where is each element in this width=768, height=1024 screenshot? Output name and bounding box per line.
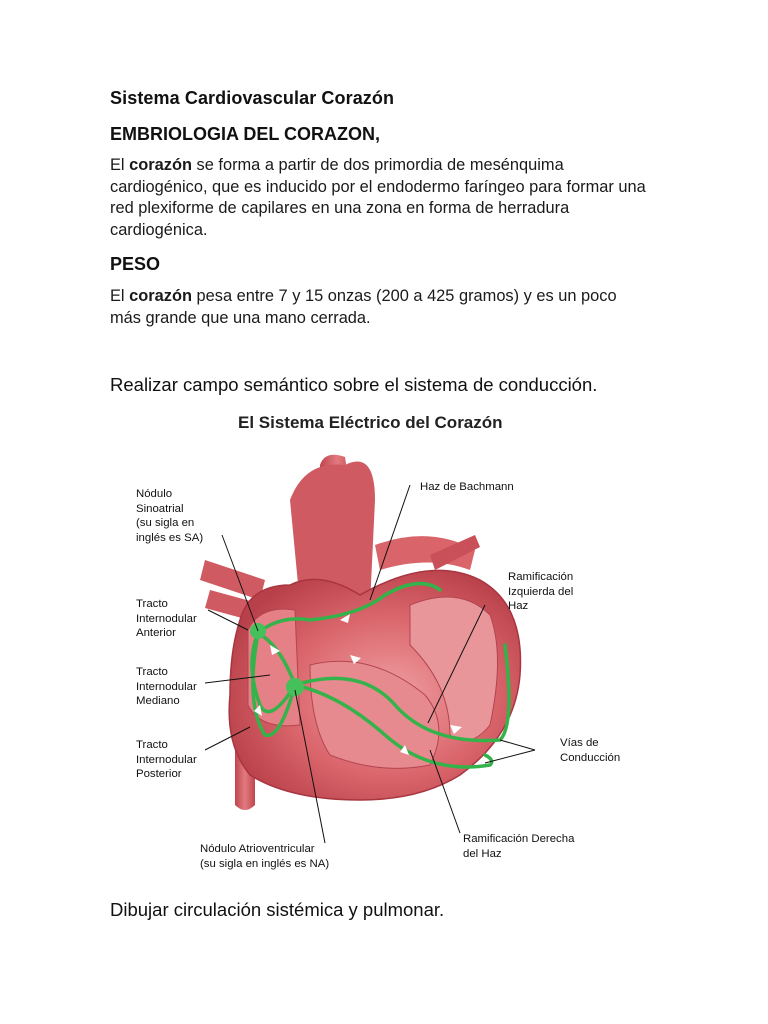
label-sa-node: Nódulo Sinoatrial (su sigla en inglés es SA) bbox=[136, 488, 204, 544]
paragraph-embriologia bbox=[110, 155, 650, 241]
label-tracto-mediano: Tracto Internodular Mediano bbox=[136, 666, 197, 707]
task-campo-semantico: Realizar campo semántico sobre el sistema de conducción. bbox=[110, 374, 598, 395]
heart-illustration bbox=[130, 405, 650, 875]
label-tracto-posterior: Tracto Internodular Posterior bbox=[136, 739, 197, 780]
document-title: Sistema Cardiovascular Corazón bbox=[110, 88, 395, 108]
paragraph-peso bbox=[110, 286, 650, 329]
label-tracto-anterior: Tracto Internodular Anterior bbox=[136, 598, 197, 639]
label-vias-conduccion: Vías de Conducción bbox=[560, 737, 621, 764]
para-text: El bbox=[110, 287, 130, 305]
para-bold-term: corazón bbox=[129, 287, 192, 305]
para-text: se forma a partir de dos primordia de mesénquima cardiogénico, que es inducido por el endodermo faríngeo para formar una red plexiforme de capilares en una zona en forma de herradura cardiogénica. bbox=[110, 156, 646, 239]
para-bold-term: corazón bbox=[129, 156, 192, 174]
task-circulacion: Dibujar circulación sistémica y pulmonar. bbox=[110, 899, 445, 920]
heart-conduction-figure bbox=[130, 405, 650, 875]
para-text: El bbox=[110, 156, 130, 174]
figure-title: El Sistema Eléctrico del Corazón bbox=[238, 413, 503, 432]
section-heading-peso: PESO bbox=[110, 254, 161, 274]
label-ramificacion-izquierda: Ramificación Izquierda del Haz bbox=[508, 571, 574, 612]
label-haz-bachmann: Haz de Bachmann bbox=[420, 481, 514, 493]
para-text: pesa entre 7 y 15 onzas (200 a 425 gramos) y es un poco más grande que una mano cerrada. bbox=[110, 287, 617, 327]
label-ramificacion-derecha: Ramificación Derecha del Haz bbox=[463, 833, 575, 860]
label-av-node: Nódulo Atrioventricular (su sigla en inglés es NA) bbox=[200, 843, 330, 870]
section-heading-embriologia: EMBRIOLOGIA DEL CORAZON, bbox=[110, 124, 380, 144]
